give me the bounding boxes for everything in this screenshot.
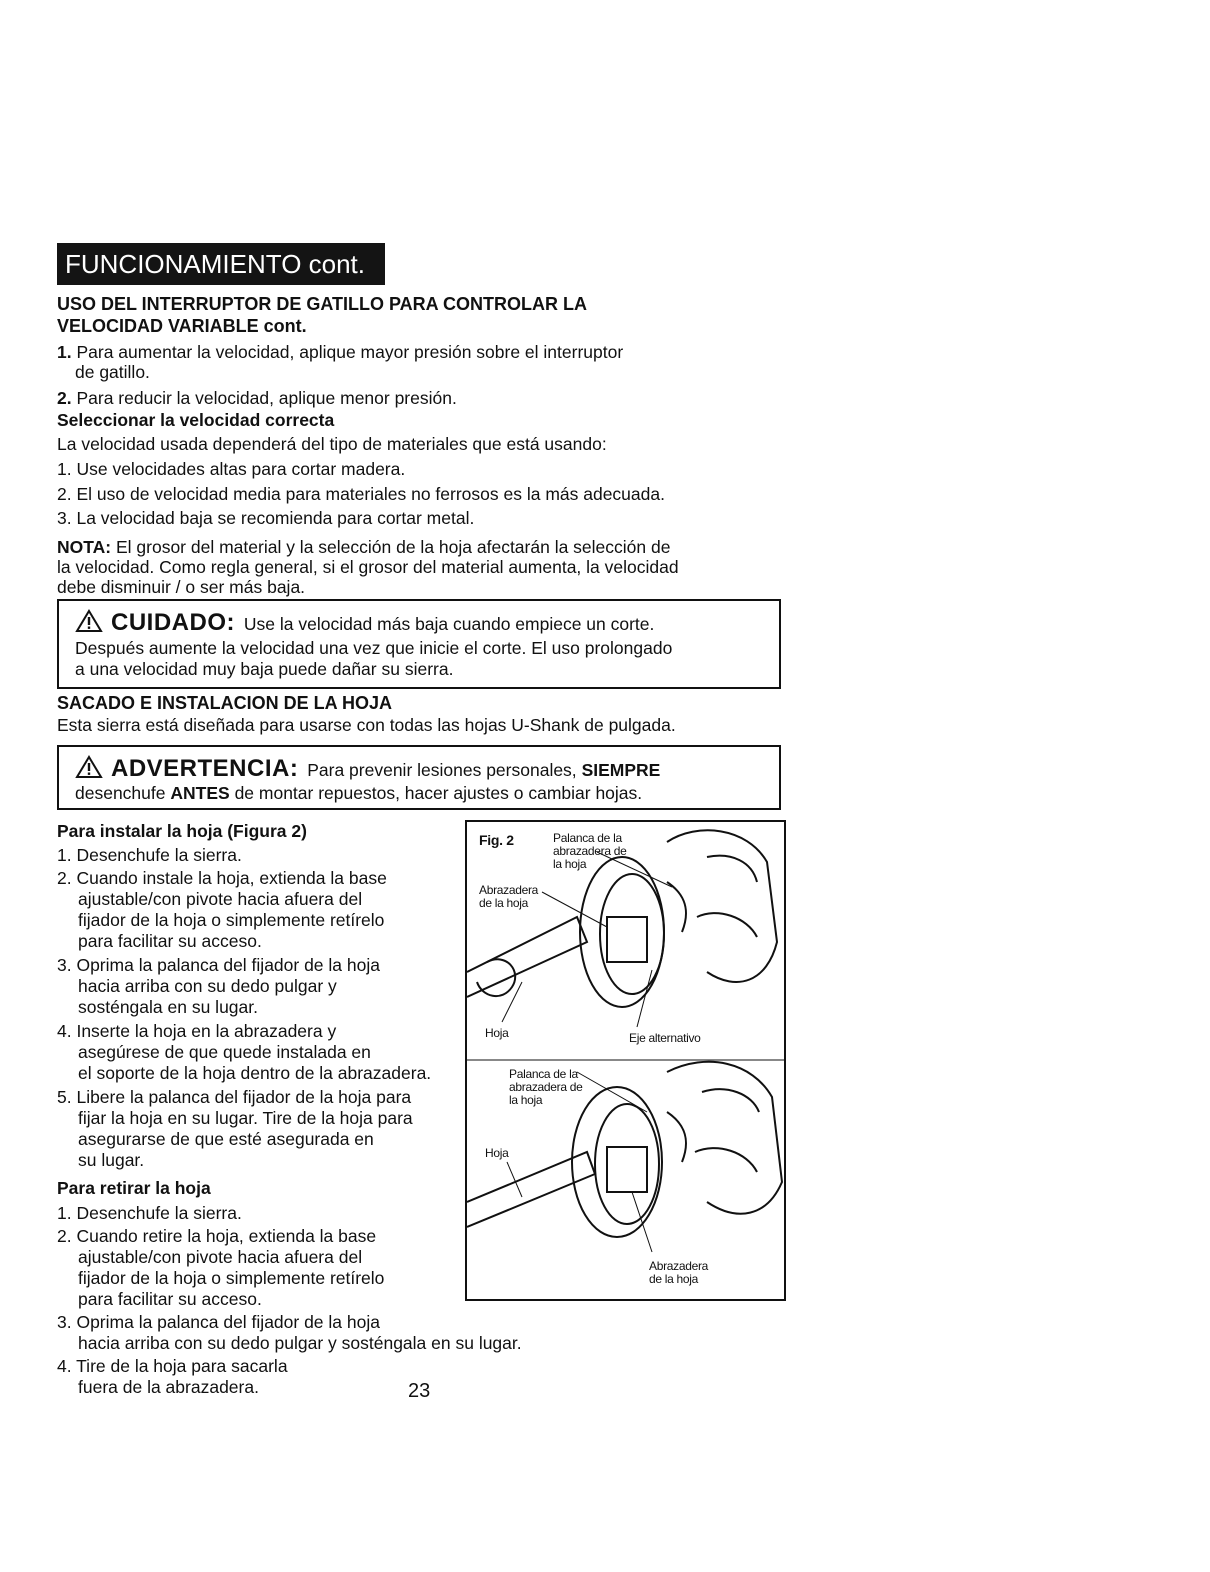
instruction-line: fuera de la abrazadera. — [78, 1377, 259, 1397]
section2-title: SACADO E INSTALACION DE LA HOJA — [57, 693, 393, 713]
instruction-line: para facilitar su acceso. — [78, 931, 262, 951]
subsection-title: Seleccionar la velocidad correcta — [57, 410, 335, 430]
caution-title: CUIDADO: — [111, 609, 235, 636]
instruction-line: ajustable/con pivote hacia afuera del — [78, 889, 363, 909]
instruction-line: ajustable/con pivote hacia afuera del — [78, 1247, 363, 1267]
instruction-line: sosténgala en su lugar. — [78, 997, 258, 1017]
warning-text: de montar repuestos, hacer ajustes o cambiar hojas. — [234, 783, 643, 803]
note-line2: la velocidad. Como regla general, si el grosor del material aumenta, la velocidad — [57, 557, 679, 577]
instruction-line: 3. Oprima la palanca del fijador de la hoja — [57, 1312, 380, 1332]
step-text: Para aumentar la velocidad, aplique mayor presión sobre el interruptor — [76, 342, 624, 362]
caution-box — [57, 599, 781, 689]
warning-text: desenchufe — [75, 783, 166, 803]
step-number: 1. — [57, 342, 72, 362]
step-1 — [57, 342, 623, 362]
caution-line1 — [75, 609, 654, 634]
instruction-line: 1. Desenchufe la sierra. — [57, 1203, 242, 1223]
figure-label-lever: Palanca de la — [509, 1067, 578, 1081]
figure-label-shaft: Eje alternativo — [629, 1031, 701, 1045]
figure-label-blade: Hoja — [485, 1026, 509, 1040]
instruction-line: fijador de la hoja o simplemente retírelo — [78, 910, 385, 930]
note-label: NOTA: — [57, 537, 112, 557]
warning-triangle-icon — [75, 755, 103, 779]
instruction-line: asegurarse de que esté asegurada en — [78, 1129, 374, 1149]
note-text: El grosor del material y la selección de la hoja afectarán la selección de — [115, 537, 671, 557]
instruction-line: fijar la hoja en su lugar. Tire de la hoja para — [78, 1108, 413, 1128]
instruction-line: 4. Tire de la hoja para sacarla — [57, 1356, 288, 1376]
figure-label-lever: la hoja — [509, 1093, 543, 1107]
figure-label-clamp: de la hoja — [649, 1272, 699, 1286]
speed-item: 1. Use velocidades altas para cortar madera. — [57, 459, 406, 479]
figure-label-lever: abrazadera de — [553, 844, 627, 858]
warning-line1 — [75, 755, 660, 780]
figure-label-blade: Hoja — [485, 1146, 509, 1160]
warning-box — [57, 745, 781, 810]
instruction-line: hacia arriba con su dedo pulgar y sosténgala en su lugar. — [78, 1333, 522, 1353]
section-banner: FUNCIONAMIENTO cont. — [57, 243, 385, 285]
figure-label-lever: abrazadera de — [509, 1080, 583, 1094]
remove-title: Para retirar la hoja — [57, 1178, 211, 1198]
section-title-line2: VELOCIDAD VARIABLE cont. — [57, 316, 307, 336]
speed-intro: La velocidad usada dependerá del tipo de materiales que está usando: — [57, 434, 607, 454]
instruction-line: fijador de la hoja o simplemente retírelo — [78, 1268, 385, 1288]
figure-label-clamp: Abrazadera — [479, 883, 539, 897]
step-2 — [57, 388, 457, 408]
warning-triangle-icon — [75, 609, 103, 633]
figure-title: Fig. 2 — [479, 832, 514, 848]
figure-label-lever: la hoja — [553, 857, 587, 871]
install-title: Para instalar la hoja (Figura 2) — [57, 821, 307, 841]
note-line1 — [57, 537, 670, 557]
instruction-line: hacia arriba con su dedo pulgar y — [78, 976, 337, 996]
step-number: 2. — [57, 388, 72, 408]
figure-label-lever: Palanca de la — [553, 831, 622, 845]
warning-emphasis: SIEMPRE — [581, 760, 661, 780]
warning-title: ADVERTENCIA: — [111, 755, 299, 782]
figure-label-clamp: de la hoja — [479, 896, 529, 910]
caution-line2: Después aumente la velocidad una vez que inicie el corte. El uso prolongado — [75, 638, 673, 658]
figure-2 — [465, 820, 786, 1301]
warning-line2 — [75, 783, 642, 803]
instruction-line: el soporte de la hoja dentro de la abrazadera. — [78, 1063, 432, 1083]
caution-text: Use la velocidad más baja cuando empiece un corte. — [243, 614, 655, 634]
instruction-line: asegúrese de que quede instalada en — [78, 1042, 371, 1062]
instruction-line: 5. Libere la palanca del fijador de la hoja para — [57, 1087, 412, 1107]
speed-item: 2. El uso de velocidad media para materiales no ferrosos es la más adecuada. — [57, 484, 665, 504]
section-title-line1: USO DEL INTERRUPTOR DE GATILLO PARA CONTROLAR LA — [57, 294, 587, 314]
page-number: 23 — [408, 1380, 431, 1402]
step-text: Para reducir la velocidad, aplique menor presión. — [76, 388, 457, 408]
caution-line3: a una velocidad muy baja puede dañar su sierra. — [75, 659, 454, 679]
step-1-cont: de gatillo. — [75, 362, 150, 382]
speed-item: 3. La velocidad baja se recomienda para cortar metal. — [57, 508, 475, 528]
instruction-line: 2. Cuando retire la hoja, extienda la base — [57, 1226, 377, 1246]
warning-text: Para prevenir lesiones personales, — [307, 760, 577, 780]
section2-text: Esta sierra está diseñada para usarse con todas las hojas U-Shank de pulgada. — [57, 715, 676, 735]
instruction-line: 1. Desenchufe la sierra. — [57, 845, 242, 865]
instruction-line: su lugar. — [78, 1150, 145, 1170]
warning-emphasis: ANTES — [170, 783, 230, 803]
instruction-line: 4. Inserte la hoja en la abrazadera y — [57, 1021, 337, 1041]
instruction-line: 3. Oprima la palanca del fijador de la hoja — [57, 955, 380, 975]
instruction-line: 2. Cuando instale la hoja, extienda la base — [57, 868, 387, 888]
instruction-line: para facilitar su acceso. — [78, 1289, 262, 1309]
figure-label-clamp: Abrazadera — [649, 1259, 709, 1273]
note-line3: debe disminuir / o ser más baja. — [57, 577, 306, 597]
